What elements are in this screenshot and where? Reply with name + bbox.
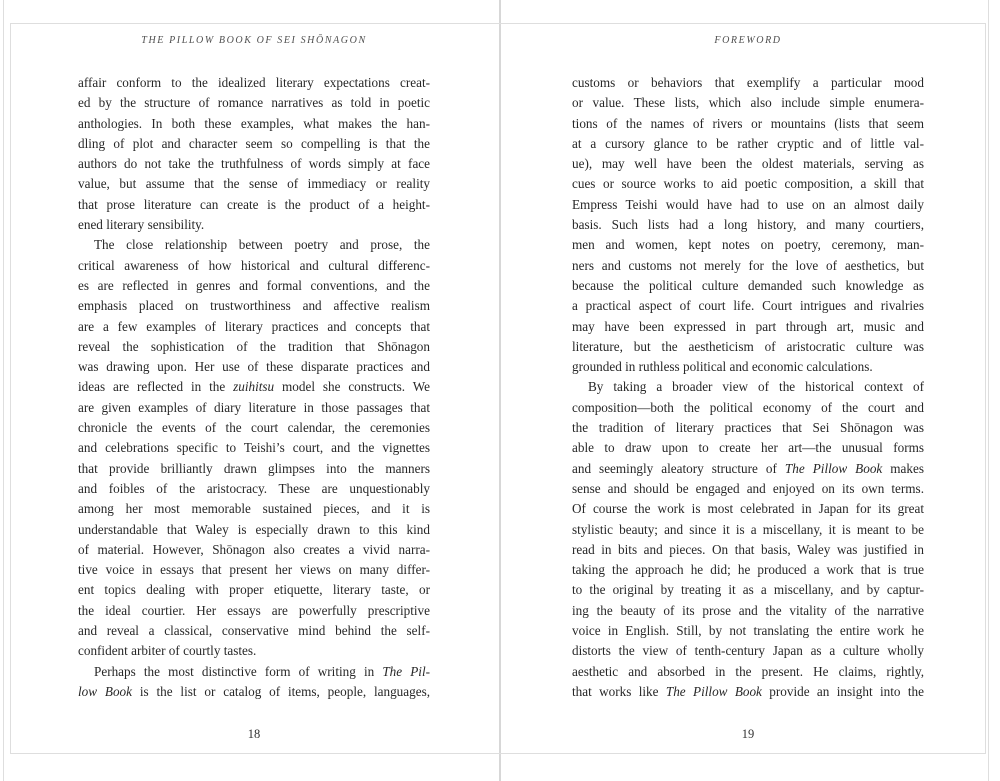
- body-line: aesthetic and absorbed in the present. He claims, rightly,: [572, 663, 924, 679]
- body-line: affair conform to the idealized literary expectations creat-: [78, 75, 430, 90]
- italic-text: low Book: [78, 683, 132, 699]
- body-line: stylistic beauty; and since it is a miscellany, it is meant to be: [572, 521, 924, 537]
- body-line: able to draw upon to create her art—the unusual forms: [572, 440, 924, 456]
- body-line: ue), may well have been the oldest materials, serving as: [572, 156, 924, 172]
- body-line: may have been expressed in part through art, music and: [572, 318, 924, 334]
- italic-text: The Pillow Book: [784, 460, 883, 476]
- body-line: and reveal a classical, conservative mind behind the self-: [78, 623, 430, 639]
- body-line: dling of plot and character seem so compelling is that the: [78, 135, 430, 151]
- body-line: Of course the work is most celebrated in Japan for its great: [572, 501, 924, 517]
- body-line: was drawing upon. Her use of these disparate practices and: [78, 359, 430, 375]
- body-line: at a cursory glance to be rather cryptic and of little val-: [572, 135, 924, 151]
- body-line: tive voice in essays that present her views on many differ-: [78, 562, 430, 578]
- body-line: distorts the view of tenth-century Japan as a culture wholly: [572, 643, 924, 659]
- body-line: are a few examples of literary practices and concepts that: [78, 318, 430, 334]
- body-line: and foibles of the aristocracy. These are unquestionably: [78, 480, 430, 496]
- body-line: Perhaps the most distinctive form of writing in The Pil-: [94, 663, 430, 679]
- body-line: and celebrations specific to Teishi’s court, and the vignettes: [78, 440, 430, 456]
- body-line: ners and customs not merely for the love of aesthetics, but: [572, 257, 924, 273]
- page-edge-line-right: [988, 0, 989, 781]
- italic-text: The Pillow Book: [665, 683, 762, 699]
- body-line: anthologies. In both these examples, what makes the han-: [78, 115, 430, 131]
- body-line: or value. These lists, which also include simple enumera-: [572, 95, 924, 111]
- body-line: the ideal courtier. Her essays are powerfully prescriptive: [78, 602, 430, 618]
- body-line: authors do not take the truthfulness of words simply at face: [78, 156, 430, 172]
- body-line: cues or source works to aid poetic composition, a skill that: [572, 176, 924, 192]
- body-line: to the original by treating it as a miscellany, and by captur-: [572, 582, 924, 598]
- body-line: and seemingly aleatory structure of The Pillow Book makes: [572, 460, 924, 476]
- page-number-left: 18: [247, 727, 261, 741]
- body-line: the tradition of literary practices that Sei Shōnagon was: [572, 420, 924, 436]
- page-number-right: 19: [741, 727, 755, 741]
- body-line: literature, but the aestheticism of aristocratic culture was: [572, 338, 924, 354]
- right-page: [572, 0, 924, 781]
- page-body-left: [78, 73, 430, 702]
- body-line: emphasis placed on trustworthiness and affective realism: [78, 298, 430, 314]
- body-line: are given examples of diary literature in those passages that: [78, 399, 430, 415]
- running-header-right: FOREWORD: [714, 35, 782, 46]
- body-line: tions of the names of rivers or mountains (lists that seem: [572, 115, 924, 131]
- page-edge-line-left: [3, 0, 4, 781]
- body-line: confident arbiter of courtly tastes.: [78, 643, 257, 659]
- body-line: reveal the sophistication of the tradition that Shōnagon: [78, 338, 430, 354]
- running-header-left: THE PILLOW BOOK OF SEI SHŌNAGON: [141, 35, 367, 46]
- left-page: [78, 0, 430, 781]
- body-line: that prose literature can create is the product of a height-: [78, 196, 430, 212]
- body-line: The close relationship between poetry and prose, the: [94, 237, 430, 253]
- italic-text: zuihitsu: [233, 379, 275, 395]
- body-line: es are reflected in genres and formal conventions, and the: [78, 277, 430, 293]
- body-line: understandable that Waley is especially drawn to this kind: [78, 521, 430, 537]
- italic-text: The Pil-: [382, 663, 430, 679]
- body-line: because the political culture demanded such knowledge as: [572, 277, 924, 293]
- body-line: grounded in ruthless political and economic calculations.: [572, 359, 873, 375]
- body-line: sense and should be engaged and enjoyed on its own terms.: [572, 480, 924, 496]
- body-line: By taking a broader view of the historical context of: [588, 379, 924, 395]
- body-line: that works like The Pillow Book provide an insight into the: [572, 683, 924, 699]
- body-line: taking the approach he did; he produced a work that is true: [572, 562, 924, 578]
- body-line: ing the beauty of its prose and the vitality of the narrative: [572, 602, 924, 618]
- body-line: customs or behaviors that exemplify a particular mood: [572, 75, 924, 90]
- body-line: value, but assume that the sense of immediacy or reality: [78, 176, 430, 192]
- body-line: Empress Teishi would have had to use on an almost daily: [572, 196, 924, 212]
- body-line: critical awareness of how historical and cultural differenc-: [78, 257, 430, 273]
- body-line: ed by the structure of romance narratives as told in poetic: [78, 95, 430, 111]
- body-line: that provide brilliantly drawn glimpses into the manners: [78, 460, 430, 476]
- page-body-right: [572, 73, 924, 702]
- body-line: low Book is the list or catalog of items, people, languages,: [78, 683, 430, 699]
- body-line: men and women, kept notes on poetry, ceremony, man-: [572, 237, 924, 253]
- body-line: ened literary sensibility.: [78, 217, 205, 233]
- body-line: among her most memorable sustained pieces, and it is: [78, 501, 430, 517]
- body-line: composition—both the political economy of the court and: [572, 399, 924, 415]
- body-line: ent topics dealing with proper etiquette, literary taste, or: [78, 582, 430, 598]
- body-line: of material. However, Shōnagon also creates a vivid narra-: [78, 541, 430, 557]
- body-line: chronicle the events of the court calendar, the ceremonies: [78, 420, 430, 436]
- body-line: a practical aspect of court life. Court intrigues and rivalries: [572, 298, 924, 314]
- body-line: basis. Such lists had a long history, and many courtiers,: [572, 217, 924, 233]
- body-line: read in bits and pieces. On that basis, Waley was justified in: [572, 541, 924, 557]
- body-line: ideas are reflected in the zuihitsu model she constructs. We: [78, 379, 430, 395]
- body-line: voice in English. Still, by not translating the entire work he: [572, 623, 924, 639]
